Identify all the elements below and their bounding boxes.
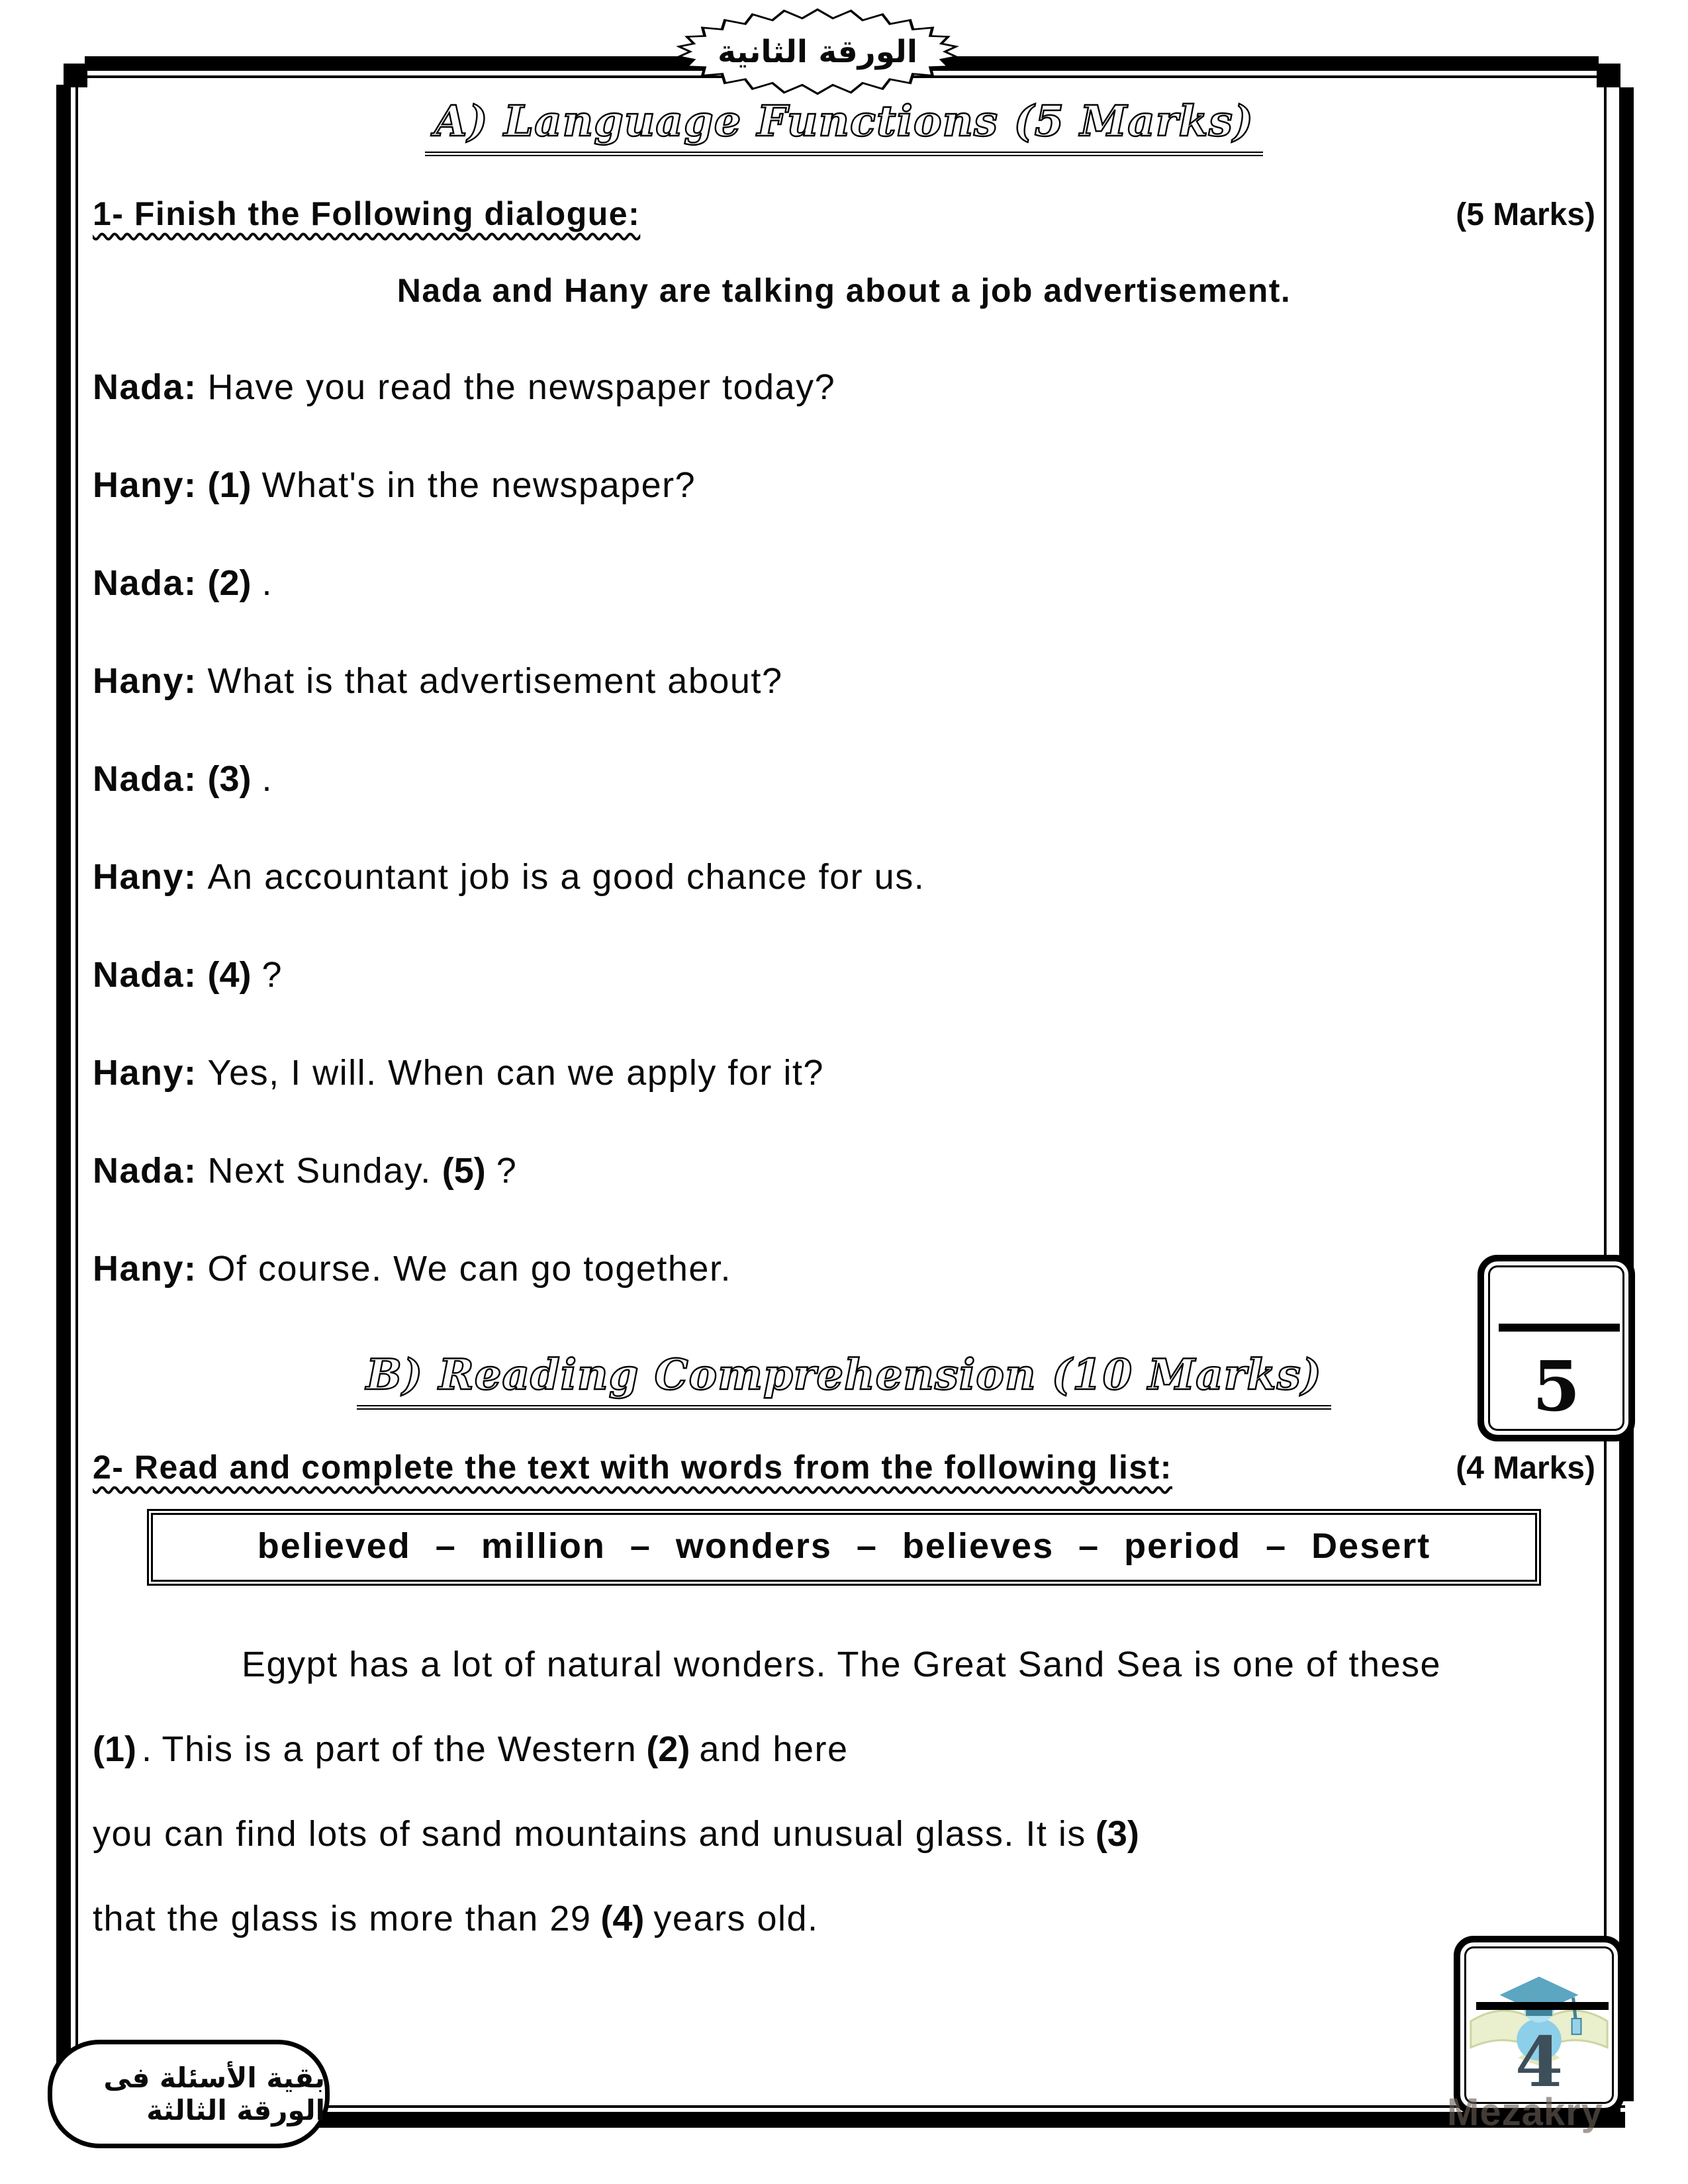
dialogue-line xyxy=(93,367,1595,408)
dialogue-line xyxy=(93,856,1595,897)
seal-label: الورقة الثانية xyxy=(718,33,917,70)
frame-right-bar xyxy=(1619,87,1634,2101)
dialogue-text: What is that advertisement about? xyxy=(207,661,783,701)
blank-number: (2) xyxy=(646,1729,690,1769)
passage-line xyxy=(93,1898,1595,1939)
site-watermark: Mezakry xyxy=(1447,2091,1603,2134)
blank-number: (4) xyxy=(207,955,252,995)
speaker-name: Nada: xyxy=(93,563,197,603)
dialogue-text: Next Sunday. xyxy=(207,1151,432,1191)
section-b-title-text: B) Reading Comprehension (10 Marks) xyxy=(357,1350,1331,1410)
exam-content xyxy=(93,86,1595,1939)
speaker-name: Hany: xyxy=(93,1249,197,1289)
dialogue-text: An accountant job is a good chance for us. xyxy=(207,857,925,897)
dialogue-text: Have you read the newspaper today? xyxy=(207,367,836,407)
page-seal xyxy=(675,8,960,95)
blank-number: (3) xyxy=(207,759,252,799)
question-1-heading: 1- Finish the Following dialogue: xyxy=(93,195,641,232)
dialogue-text: Yes, I will. When can we apply for it? xyxy=(207,1053,824,1093)
dialogue-text: Of course. We can go together. xyxy=(207,1249,731,1289)
frame-left-bar xyxy=(56,85,71,2090)
blank-number: (5) xyxy=(442,1151,486,1191)
blank-number: (2) xyxy=(207,563,252,603)
end-mark: . xyxy=(261,759,272,799)
end-mark: . xyxy=(261,563,272,603)
question-2-header xyxy=(93,1448,1595,1486)
frame-right-line xyxy=(1604,87,1607,2101)
section-a-title xyxy=(93,97,1595,156)
dialogue-text: What's in the newspaper? xyxy=(261,465,696,505)
speaker-name: Nada: xyxy=(93,759,197,799)
dialogue-line xyxy=(93,1248,1595,1289)
blank-number: (4) xyxy=(600,1899,645,1938)
score-box-section-a xyxy=(1477,1255,1635,1441)
question-2-marks: (4 Marks) xyxy=(1456,1451,1595,1486)
dialogue-line xyxy=(93,1052,1595,1093)
speaker-name: Nada: xyxy=(93,955,197,995)
section-a-title-text: A) Language Functions (5 Marks) xyxy=(425,97,1263,156)
question-2-heading: 2- Read and complete the text with words from the following list: xyxy=(93,1449,1172,1486)
frame-left-line xyxy=(75,85,78,2090)
frame-corner-step xyxy=(64,64,87,87)
passage-text: you can find lots of sand mountains and unusual glass. It is xyxy=(93,1814,1086,1854)
dialogue-line xyxy=(93,563,1595,604)
passage-line xyxy=(93,1813,1595,1854)
question-1-header xyxy=(93,195,1595,233)
score-value: 5 xyxy=(1532,1345,1581,1428)
speaker-name: Hany: xyxy=(93,661,197,701)
passage-line xyxy=(93,1729,1595,1770)
passage-text: . xyxy=(142,1729,153,1769)
score-box-section-b xyxy=(1454,1936,1624,2115)
score-line xyxy=(1499,1324,1620,1332)
dialogue-intro: Nada and Hany are talking about a job advertisement. xyxy=(397,272,1291,309)
passage-line: Egypt has a lot of natural wonders. The Great Sand Sea is one of these xyxy=(242,1645,1442,1684)
speaker-name: Hany: xyxy=(93,1053,197,1093)
word-list: believed – million – wonders – believes – period – Desert xyxy=(257,1526,1431,1566)
dialogue-line xyxy=(93,758,1595,799)
end-mark: ? xyxy=(261,955,282,995)
score-value: 4 xyxy=(1515,2021,1564,2103)
speaker-name: Nada: xyxy=(93,367,197,407)
passage-text: years old. xyxy=(653,1899,819,1938)
word-list-box xyxy=(147,1509,1541,1586)
speaker-name: Hany: xyxy=(93,857,197,897)
blank-number: (1) xyxy=(207,465,252,505)
end-mark: ? xyxy=(496,1151,516,1191)
footer-note-capsule: بقية الأسئلة فى الورقة الثالثة xyxy=(48,2040,330,2148)
passage-text: This is a part of the Western xyxy=(162,1729,637,1769)
passage-text: and here xyxy=(699,1729,849,1769)
speaker-name: Hany: xyxy=(93,465,197,505)
dialogue-line xyxy=(93,1150,1595,1191)
dialogue-line xyxy=(93,465,1595,506)
blank-number: (1) xyxy=(93,1729,136,1769)
frame-corner-step xyxy=(1597,64,1620,87)
score-line xyxy=(1476,2002,1609,2010)
section-b-title xyxy=(93,1350,1595,1410)
blank-number: (3) xyxy=(1095,1814,1139,1854)
dialogue-line xyxy=(93,954,1595,995)
speaker-name: Nada: xyxy=(93,1151,197,1191)
question-1-marks: (5 Marks) xyxy=(1456,197,1595,232)
dialogue-line xyxy=(93,660,1595,702)
passage-text: that the glass is more than 29 xyxy=(93,1899,592,1938)
